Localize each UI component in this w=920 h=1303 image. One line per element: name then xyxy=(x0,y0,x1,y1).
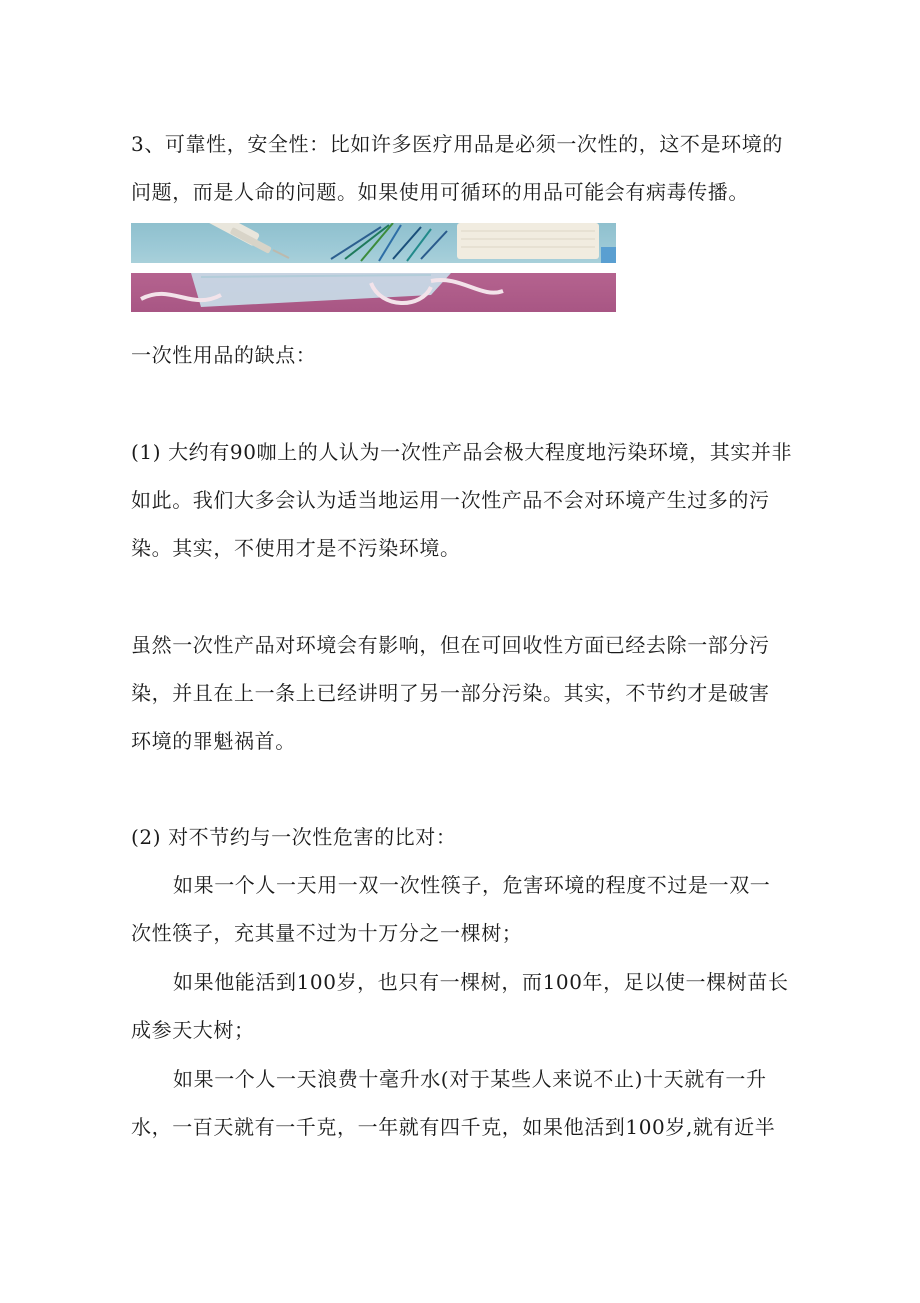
medical-supplies-icon xyxy=(131,223,616,263)
medical-disposables-photo xyxy=(131,223,616,312)
point2-heading: (2) 对不节约与一次性危害的比对： xyxy=(131,825,457,849)
section3-line-2: 问题，而是人命的问题。如果使用可循环的用品可能会有病毒传播。 xyxy=(131,180,749,204)
point2-p1-line-2: 次性筷子，充其量不过为十万分之一棵树； xyxy=(131,921,523,945)
point2-p3-line-1: 如果一个人一天浪费十毫升水(对于某些人来说不止)十天就有一升 xyxy=(173,1067,767,1091)
face-mask-icon xyxy=(131,273,616,312)
photo-bottom-strip xyxy=(131,273,616,312)
paragraph2-line-3: 环境的罪魁祸首。 xyxy=(131,729,296,753)
section3-line-1: 3、可靠性，安全性：比如许多医疗用品是必须一次性的，这不是环境的 xyxy=(131,132,783,156)
point2-p3-line-2: 水，一百天就有一千克，一年就有四千克，如果他活到100岁,就有近半 xyxy=(131,1115,776,1139)
swab-icon xyxy=(331,223,447,261)
point2-p2-line-1: 如果他能活到100岁，也只有一棵树，而100年，足以使一棵树苗长 xyxy=(173,970,789,994)
syringe-icon xyxy=(192,223,289,258)
photo-top-strip xyxy=(131,223,616,263)
point1-line-3: 染。其实，不使用才是不污染环境。 xyxy=(131,536,461,560)
disadvantages-heading: 一次性用品的缺点： xyxy=(131,343,317,367)
point2-p1-line-1: 如果一个人一天用一双一次性筷子，危害环境的程度不过是一双一 xyxy=(173,873,771,897)
paragraph2-line-2: 染，并且在上一条上已经讲明了另一部分污染。其实，不节约才是破害 xyxy=(131,681,770,705)
photo-gap xyxy=(131,263,616,273)
paragraph2-line-1: 虽然一次性产品对环境会有影响，但在可回收性方面已经去除一部分污 xyxy=(131,633,770,657)
point1-line-2: 如此。我们大多会认为适当地运用一次性产品不会对环境产生过多的污 xyxy=(131,488,770,512)
point2-p2-line-2: 成参天大树； xyxy=(131,1018,255,1042)
gauze-icon xyxy=(457,223,599,259)
point1-line-1: (1) 大约有90咖上的人认为一次性产品会极大程度地污染环境，其实并非 xyxy=(131,440,793,464)
